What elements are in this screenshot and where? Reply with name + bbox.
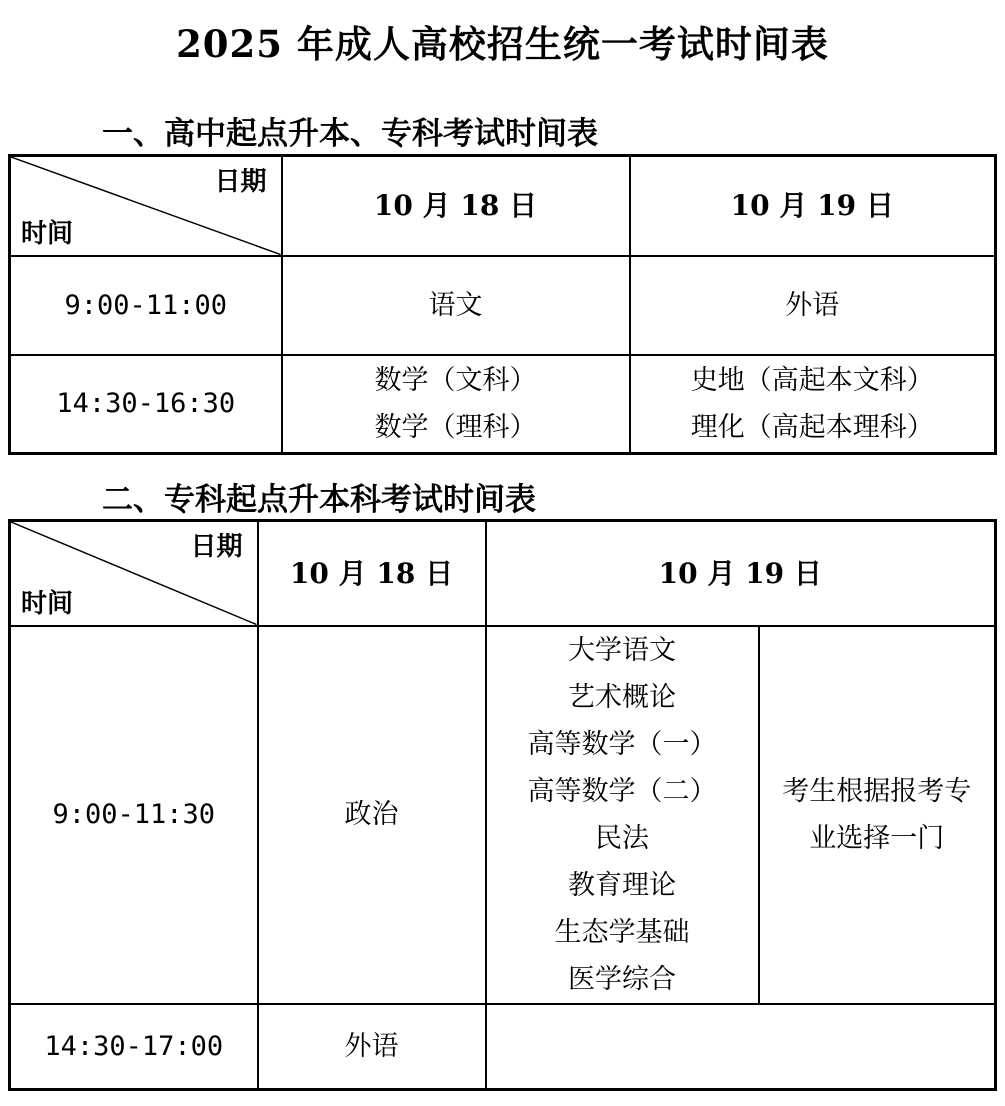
time-cell: 14:30-17:00: [10, 1004, 258, 1090]
subject-cell: [630, 355, 996, 454]
note-line: 业选择一门: [809, 822, 945, 854]
subject-cell: 外语: [630, 256, 996, 355]
subject-line: 数学（文科）: [374, 364, 537, 396]
subject-line: 艺术概论: [568, 681, 676, 713]
subject-line: 生态学基础: [554, 916, 690, 948]
date-header-oct19: 10 月 19 日: [486, 521, 996, 626]
schedule-table-2: [8, 519, 997, 1091]
empty-cell: [486, 1004, 996, 1090]
date-label: 日期: [214, 167, 267, 197]
subject-line: 理化（高起本理科）: [690, 411, 934, 443]
time-label: 时间: [21, 588, 74, 619]
time-cell: 9:00-11:30: [10, 626, 258, 1004]
subject-cell: [282, 355, 630, 454]
subject-line: 高等数学（一）: [527, 728, 717, 760]
time-label: 时间: [21, 218, 74, 249]
subject-cell: 外语: [258, 1004, 486, 1090]
page-title: 2025 年成人高校招生统一考试时间表: [176, 22, 829, 66]
subject-line: 史地（高起本文科）: [690, 364, 934, 396]
note-line: 考生根据报考专: [782, 775, 972, 807]
subject-line: 高等数学（二）: [527, 775, 717, 807]
time-cell: 14:30-16:30: [10, 355, 282, 454]
subject-line: 数学（理科）: [374, 411, 537, 443]
date-label: 日期: [190, 532, 243, 562]
section-1-heading: 一、高中起点升本、专科考试时间表: [102, 116, 598, 152]
date-header-oct18: 10 月 18 日: [282, 156, 630, 256]
subject-line: 大学语文: [568, 634, 676, 666]
subject-cell: 政治: [258, 626, 486, 1004]
subject-list-cell: [486, 626, 759, 1004]
corner-header-cell: [10, 156, 282, 256]
note-cell: [759, 626, 996, 1004]
subject-line: 医学综合: [568, 963, 676, 995]
time-cell: 9:00-11:00: [10, 256, 282, 355]
date-header-oct19: 10 月 19 日: [630, 156, 996, 256]
section-2-heading: 二、专科起点升本科考试时间表: [102, 482, 536, 518]
date-header-oct18: 10 月 18 日: [258, 521, 486, 626]
schedule-table-1: [8, 154, 997, 455]
corner-header-cell: [10, 521, 258, 626]
subject-line: 民法: [595, 822, 649, 854]
subject-line: 教育理论: [568, 869, 676, 901]
subject-cell: 语文: [282, 256, 630, 355]
